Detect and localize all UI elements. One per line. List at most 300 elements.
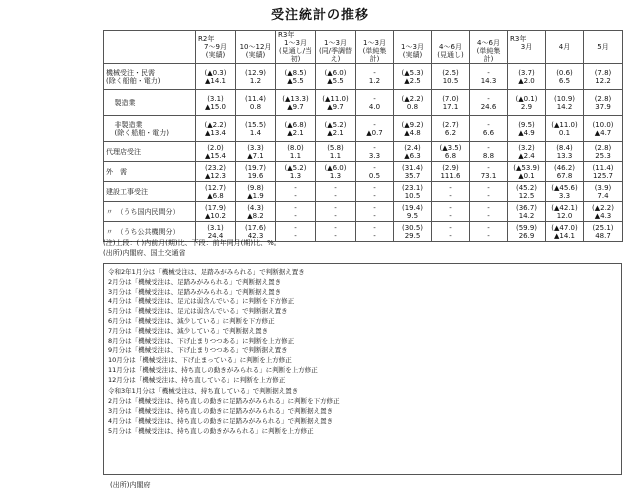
value-cell (316, 222, 356, 242)
judgement-line: 8月分は「機械受注は、下げ止まりつつある」に判断を上方修正 (108, 336, 295, 345)
value-cell (394, 64, 432, 90)
value-mom: (▲2.2) (204, 120, 227, 129)
row-label (104, 182, 196, 202)
value-cell (236, 64, 276, 90)
value-cell (196, 202, 236, 222)
value-yoy: 0.8 (249, 102, 262, 111)
value-yoy: ▲6.8 (207, 191, 224, 200)
column-header-period: 1〜3月 (363, 39, 386, 47)
value-yoy: 1.1 (329, 151, 342, 160)
value-mom: (3.1) (207, 94, 224, 103)
column-header-period: 1〜3月 (284, 39, 307, 47)
value-mom: - (487, 143, 490, 152)
value-mom: (10.9) (553, 94, 576, 103)
value-mom: (12.9) (244, 68, 267, 77)
value-yoy: 1.4 (249, 128, 262, 137)
value-yoy: ▲14.1 (554, 231, 575, 240)
value-yoy: ▲12.3 (205, 171, 226, 180)
value-cell (236, 142, 276, 162)
value-cell (394, 222, 432, 242)
value-yoy: 0.5 (368, 171, 381, 180)
column-header-period: 7〜9月 (204, 43, 227, 51)
value-yoy: 12.2 (595, 76, 611, 85)
column-header-kind: (単純集計) (476, 47, 501, 63)
table-note: (注)上段：( )内前月(期)比、下段：前年同月(期)比、%。 (103, 239, 281, 247)
value-mom: (3.1) (207, 223, 224, 232)
value-yoy: ▲6.3 (404, 151, 421, 160)
column-header (276, 31, 316, 64)
row-label (113, 116, 196, 142)
value-cell (584, 222, 623, 242)
value-yoy: ▲5.5 (287, 76, 304, 85)
value-cell (236, 202, 276, 222)
column-header-period: 1〜3月 (324, 39, 347, 47)
column-header-era (318, 31, 353, 39)
value-yoy: 6.5 (558, 76, 571, 85)
table-row (104, 116, 623, 142)
value-mom: (2.8) (594, 94, 612, 103)
value-mom: - (449, 203, 452, 212)
row-label (113, 90, 196, 116)
value-mom: (25.1) (592, 223, 614, 232)
value-mom: (▲47.0) (551, 223, 578, 232)
value-cell (356, 116, 394, 142)
value-yoy: - (449, 211, 452, 220)
value-yoy: ▲2.5 (404, 76, 421, 85)
value-cell (546, 90, 584, 116)
value-cell (196, 90, 236, 116)
value-yoy: 73.1 (480, 171, 497, 180)
value-mom: (8.0) (287, 143, 304, 152)
value-cell (508, 116, 546, 142)
value-yoy: 14.2 (518, 211, 535, 220)
value-cell (316, 202, 356, 222)
value-mom: (▲45.6) (551, 183, 578, 192)
value-cell (276, 162, 316, 182)
value-cell (508, 162, 546, 182)
value-mom: - (373, 94, 376, 103)
value-cell (276, 142, 316, 162)
row-label (104, 162, 196, 182)
value-yoy: ▲1.9 (247, 191, 264, 200)
value-yoy: - (487, 191, 490, 200)
row-label (104, 64, 196, 90)
value-mom: (59.9) (515, 223, 538, 232)
value-cell (432, 64, 470, 90)
value-yoy: 7.4 (597, 191, 609, 200)
value-yoy: 37.9 (595, 102, 611, 111)
table-row (104, 90, 623, 116)
value-mom: (▲5.2) (284, 163, 307, 172)
table-row (104, 202, 623, 222)
value-cell (276, 202, 316, 222)
column-header-kind (548, 51, 581, 59)
value-mom: (23.2) (204, 163, 227, 172)
value-mom: (2.9) (442, 163, 459, 172)
judgement-source: (出所)内閣府 (110, 481, 151, 489)
column-header (316, 31, 356, 64)
value-yoy: ▲2.1 (287, 128, 304, 137)
row-label-main: 非製造業 (114, 120, 143, 129)
value-mom: - (373, 223, 376, 232)
value-yoy: 2.9 (520, 102, 533, 111)
column-header-era (548, 35, 581, 43)
column-header-kind: (単純集計) (362, 47, 387, 63)
value-mom: (▲11.0) (551, 120, 578, 129)
value-cell (316, 162, 356, 182)
value-cell (508, 90, 546, 116)
value-cell (508, 222, 546, 242)
value-yoy: - (334, 191, 337, 200)
value-yoy: - (294, 191, 297, 200)
table-row (104, 142, 623, 162)
value-cell (196, 182, 236, 202)
column-header-kind: (実績) (402, 51, 423, 59)
judgement-line: 12月分は「機械受注は、持ち直している」に判断を上方修正 (108, 375, 286, 384)
column-header-kind: (実績) (245, 51, 266, 59)
value-mom: (3.2) (518, 143, 535, 152)
judgement-line: 6月分は「機械受注は、減少している」に判断を下方修正 (108, 316, 275, 325)
value-yoy: ▲4.9 (518, 128, 535, 137)
judgement-line: 2月分は「機械受注は、持ち直しの動きに足踏みがみられる」に判断を下方修正 (108, 397, 340, 406)
value-cell (546, 142, 584, 162)
judgement-line: 10月分は「機械受注は、下げ止まっている」に判断を上方修正 (108, 356, 292, 365)
value-mom: - (449, 223, 452, 232)
row-label (104, 142, 196, 162)
value-cell (432, 116, 470, 142)
judgement-line: 5月分は「機械受注は、足元は弱含んでいる」で判断据え置き (108, 307, 288, 316)
value-cell (584, 64, 623, 90)
value-yoy: ▲5.5 (327, 76, 344, 85)
value-mom: (5.8) (327, 143, 344, 152)
value-cell (394, 182, 432, 202)
table-source: (出所)内閣府、国土交通省 (103, 249, 186, 257)
value-cell (394, 202, 432, 222)
value-mom: (▲42.1) (551, 203, 578, 212)
value-cell (470, 64, 508, 90)
value-mom: - (373, 183, 376, 192)
value-mom: - (487, 223, 490, 232)
value-mom: - (334, 183, 337, 192)
value-mom: (▲53.9) (513, 163, 540, 172)
value-cell (276, 222, 316, 242)
value-yoy: 1.2 (249, 76, 262, 85)
column-header-kind: (同/季調替え) (318, 47, 353, 63)
value-mom: (17.6) (244, 223, 267, 232)
column-header-period: 4〜6月 (439, 43, 462, 51)
value-cell (356, 162, 394, 182)
column-header (584, 31, 623, 64)
value-cell (316, 90, 356, 116)
value-cell (470, 202, 508, 222)
value-cell (394, 116, 432, 142)
judgement-line: 7月分は「機械受注は、減少している」で判断据え置き (108, 326, 269, 335)
page-title: 受注統計の推移 (270, 8, 369, 23)
value-yoy: 29.5 (404, 231, 421, 240)
value-yoy: 10.5 (404, 191, 421, 200)
value-yoy: 13.3 (556, 151, 573, 160)
value-yoy: ▲0.7 (366, 128, 383, 137)
table-row (104, 162, 623, 182)
value-mom: (▲5.2) (324, 120, 347, 129)
value-cell (432, 162, 470, 182)
value-yoy: ▲2.4 (518, 151, 535, 160)
value-yoy: ▲13.4 (205, 128, 226, 137)
value-mom: (▲11.0) (322, 94, 349, 103)
value-mom: (31.4) (401, 163, 424, 172)
value-yoy: - (294, 211, 297, 220)
value-mom: (3.9) (594, 183, 612, 192)
value-cell (584, 90, 623, 116)
value-yoy: 14.3 (480, 76, 497, 85)
value-yoy: 4.0 (368, 102, 381, 111)
value-cell (316, 64, 356, 90)
value-cell (584, 202, 623, 222)
column-header-era: R3年 (510, 35, 527, 43)
orders-stats-table (103, 30, 623, 242)
value-mom: - (334, 203, 337, 212)
column-header-era (434, 35, 467, 43)
value-cell (236, 182, 276, 202)
value-mom: (9.5) (518, 120, 535, 129)
value-cell (356, 142, 394, 162)
column-header (236, 31, 276, 64)
value-yoy: - (487, 211, 490, 220)
value-cell (546, 222, 584, 242)
value-cell (196, 116, 236, 142)
value-cell (470, 90, 508, 116)
value-mom: (0.6) (556, 68, 573, 77)
value-yoy: ▲15.0 (205, 102, 226, 111)
value-mom: - (373, 120, 376, 129)
value-mom: (23.1) (401, 183, 424, 192)
value-mom: - (487, 68, 490, 77)
value-mom: (45.2) (515, 183, 538, 192)
column-header (432, 31, 470, 64)
value-mom: (▲8.5) (284, 68, 307, 77)
value-mom: - (294, 223, 297, 232)
value-cell (276, 116, 316, 142)
value-cell (276, 90, 316, 116)
column-header-period: 4月 (558, 43, 571, 51)
value-yoy: 12.5 (518, 191, 535, 200)
value-yoy: 10.5 (442, 76, 459, 85)
judgement-line: 11月分は「機械受注は、持ち直しの動きがみられる」に判断を上方修正 (108, 365, 318, 374)
value-cell (432, 182, 470, 202)
value-mom: (30.5) (401, 223, 424, 232)
value-mom: (▲9.2) (401, 120, 424, 129)
value-cell (508, 182, 546, 202)
column-header-era (238, 35, 273, 43)
value-yoy: ▲9.7 (287, 102, 304, 111)
value-cell (276, 182, 316, 202)
value-cell (356, 222, 394, 242)
column-header-period: 3月 (520, 43, 533, 51)
judgement-line: 4月分は「機械受注は、足元は弱含んでいる」に判断を下方修正 (108, 297, 295, 306)
value-mom: (19.7) (244, 163, 267, 172)
value-yoy: - (449, 231, 452, 240)
value-mom: - (373, 163, 376, 172)
value-cell (546, 202, 584, 222)
column-header-era (396, 35, 429, 43)
value-cell (584, 162, 623, 182)
value-mom: (12.7) (204, 183, 227, 192)
value-yoy: 6.2 (444, 128, 457, 137)
column-header-era: R2年 (198, 35, 215, 43)
value-cell (236, 162, 276, 182)
value-cell (196, 64, 236, 90)
value-yoy: 35.7 (404, 171, 421, 180)
value-cell (316, 116, 356, 142)
value-yoy: - (294, 231, 297, 240)
value-yoy: - (334, 231, 337, 240)
value-mom: (▲2.2) (592, 203, 614, 212)
value-mom: (▲6.8) (284, 120, 307, 129)
value-mom: (7.8) (594, 68, 612, 77)
value-cell (432, 222, 470, 242)
indent-cell (104, 90, 113, 116)
value-yoy: 9.5 (406, 211, 419, 220)
judgement-line: 2月分は「機械受注は、足踏みがみられる」で判断据え置き (108, 277, 282, 286)
value-yoy: 0.8 (406, 102, 419, 111)
value-cell (236, 90, 276, 116)
value-yoy: 12.0 (556, 211, 573, 220)
value-mom: (7.0) (442, 94, 459, 103)
value-cell (316, 182, 356, 202)
value-yoy: 19.6 (247, 171, 264, 180)
column-header-kind: (見通し/当初) (278, 47, 313, 63)
value-yoy: 6.8 (444, 151, 457, 160)
value-cell (470, 162, 508, 182)
value-yoy: ▲15.4 (205, 151, 226, 160)
value-cell (236, 116, 276, 142)
value-yoy: - (373, 191, 376, 200)
value-yoy: ▲0.1 (518, 171, 535, 180)
value-mom: (4.3) (247, 203, 264, 212)
value-cell (196, 142, 236, 162)
value-yoy: 1.2 (368, 76, 381, 85)
value-yoy: 1.3 (329, 171, 342, 180)
row-label-sub: (除く船舶・電力) (106, 76, 161, 85)
value-yoy: 17.1 (442, 102, 459, 111)
value-yoy: 14.2 (556, 102, 573, 111)
value-yoy: 111.6 (440, 171, 461, 180)
value-yoy: 1.1 (289, 151, 302, 160)
value-mom: (15.5) (244, 120, 267, 129)
value-mom: - (294, 203, 297, 212)
value-mom: (3.7) (518, 68, 535, 77)
value-mom: - (487, 94, 490, 103)
value-mom: (17.9) (204, 203, 227, 212)
value-cell (356, 90, 394, 116)
column-header-period: 4〜6月 (477, 39, 500, 47)
value-yoy: - (449, 191, 452, 200)
value-mom: - (294, 183, 297, 192)
judgement-line: 令和2年1月分は「機械受注は、足踏みがみられる」で判断据え置き (108, 268, 305, 276)
value-cell (584, 116, 623, 142)
column-header-kind (510, 51, 543, 59)
value-yoy: - (373, 211, 376, 220)
value-cell (470, 116, 508, 142)
column-header-era (358, 31, 391, 39)
value-mom: - (373, 203, 376, 212)
table-row (104, 64, 623, 90)
column-header (394, 31, 432, 64)
row-label-main: 製造業 (114, 98, 136, 107)
value-mom: - (449, 183, 452, 192)
column-header (196, 31, 236, 64)
table-row (104, 182, 623, 202)
value-yoy: - (334, 211, 337, 220)
value-mom: (▲0.3) (204, 68, 227, 77)
value-cell (276, 64, 316, 90)
value-cell (470, 222, 508, 242)
value-mom: (11.4) (592, 163, 614, 172)
value-mom: (▲0.1) (515, 94, 538, 103)
value-cell (394, 142, 432, 162)
value-cell (316, 142, 356, 162)
value-mom: - (373, 143, 376, 152)
row-label-main: 〃 （うち公共機関分） (106, 227, 180, 236)
value-yoy: - (487, 231, 490, 240)
value-mom: (36.7) (515, 203, 538, 212)
value-cell (546, 182, 584, 202)
column-header (356, 31, 394, 64)
value-cell (584, 182, 623, 202)
value-yoy: ▲8.2 (247, 211, 264, 220)
value-yoy: 3.3 (558, 191, 571, 200)
value-mom: (46.2) (553, 163, 576, 172)
value-mom: (2.4) (404, 143, 421, 152)
column-header-kind: (実績) (205, 51, 226, 59)
header-row (104, 31, 623, 64)
value-yoy: ▲2.0 (518, 76, 535, 85)
value-cell (546, 116, 584, 142)
value-yoy: 125.7 (592, 171, 614, 180)
value-cell (432, 202, 470, 222)
value-cell (508, 202, 546, 222)
value-yoy: 1.3 (289, 171, 302, 180)
row-label-main: 代理店受注 (106, 147, 141, 156)
value-yoy: ▲2.1 (327, 128, 344, 137)
value-cell (394, 162, 432, 182)
column-header-era: R3年 (278, 31, 295, 39)
value-yoy: ▲10.2 (205, 211, 226, 220)
judgement-line: 5月分は「機械受注は、持ち直しの動きがみられる」に判断を上方修正 (108, 426, 314, 435)
value-cell (432, 90, 470, 116)
column-header (508, 31, 546, 64)
value-cell (470, 182, 508, 202)
value-mom: (2.8) (594, 143, 612, 152)
row-label-main: 外 需 (106, 167, 127, 176)
row-label (104, 202, 196, 222)
value-yoy: 24.4 (207, 231, 224, 240)
value-cell (508, 142, 546, 162)
value-cell (196, 162, 236, 182)
value-mom: (2.5) (442, 68, 459, 77)
indent-cell (104, 116, 113, 142)
value-mom: - (487, 183, 490, 192)
row-label-main: 機械受注・民需 (106, 68, 155, 77)
row-label-main: 建設工事受注 (106, 187, 148, 196)
value-cell (584, 142, 623, 162)
value-mom: (▲5.3) (401, 68, 424, 77)
value-yoy: 6.6 (482, 128, 495, 137)
value-yoy: - (373, 231, 376, 240)
value-mom: (3.3) (247, 143, 264, 152)
value-mom: (▲6.0) (324, 163, 347, 172)
value-mom: - (487, 163, 490, 172)
